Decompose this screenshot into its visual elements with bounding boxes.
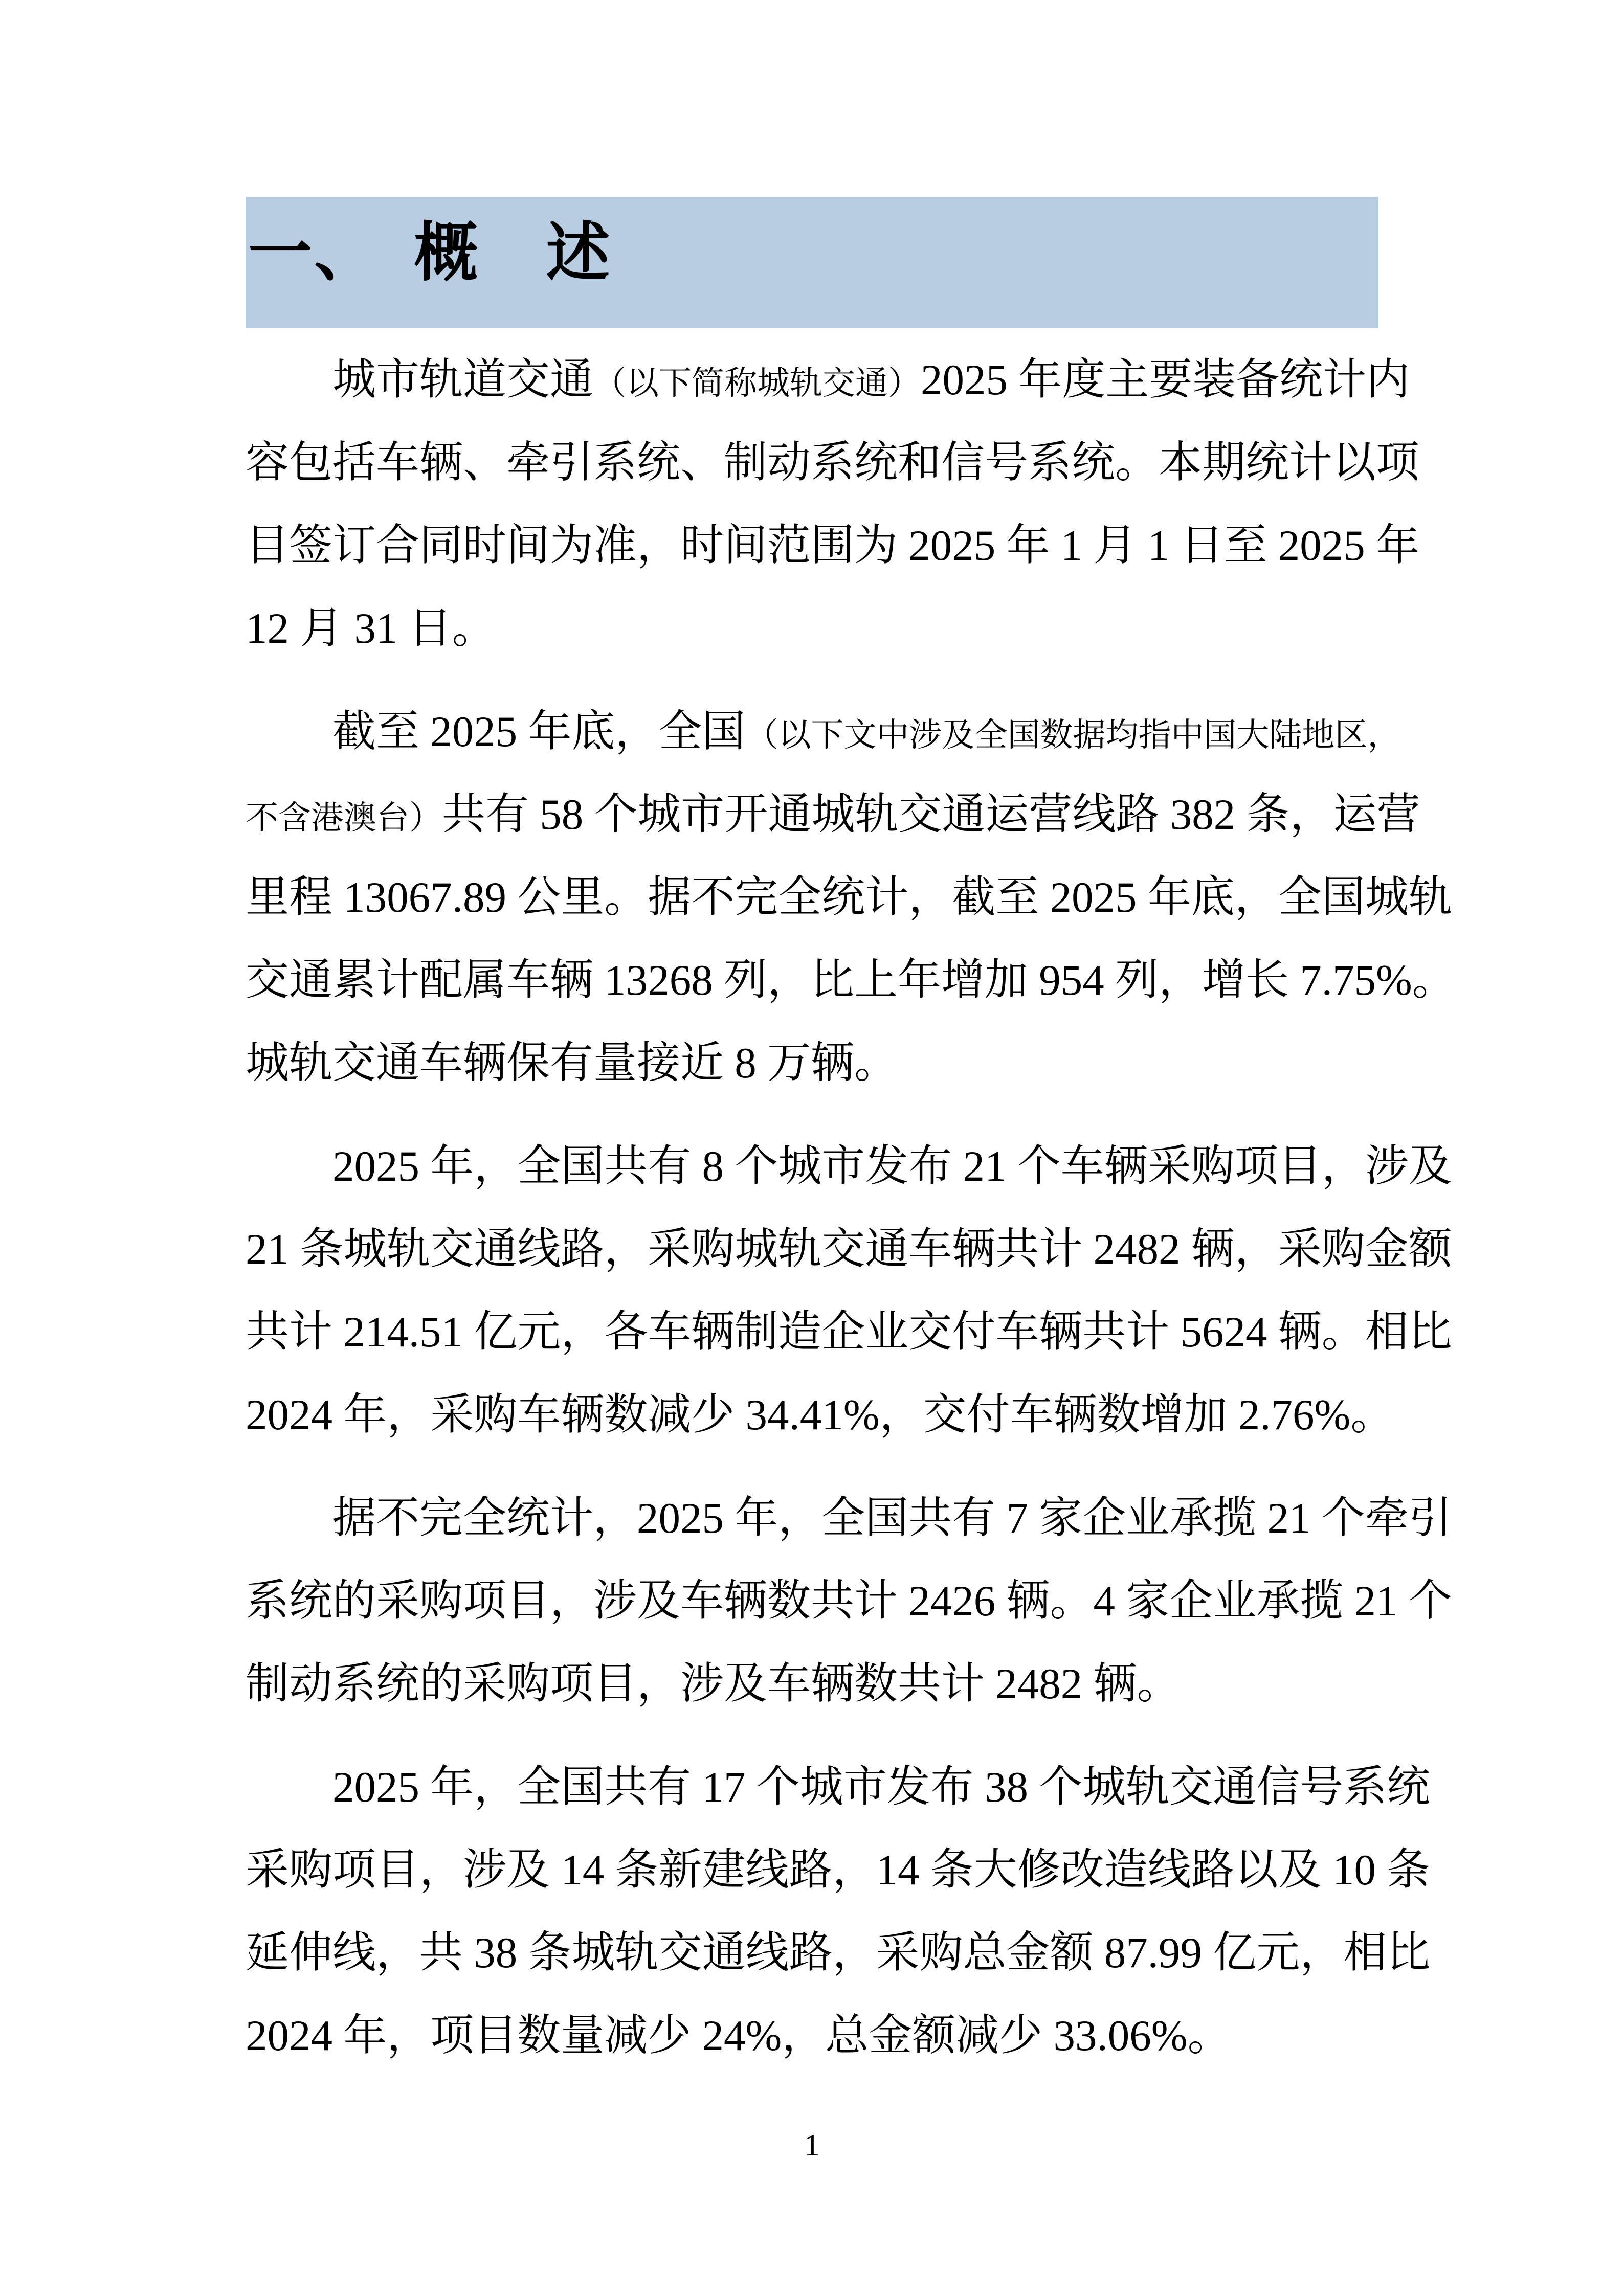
text-line [246, 587, 1378, 670]
body-text: 城轨交通车辆保有量接近 8 万辆。 [246, 1039, 898, 1087]
paragraph [246, 339, 1420, 670]
body-text: 2025 年度主要装备统计内 [921, 356, 1410, 404]
text-line [246, 1829, 1431, 1911]
paragraph [246, 1746, 1431, 2077]
text-column [246, 197, 1456, 2077]
body-text: 城市轨道交通 [332, 356, 594, 404]
body-text: 里程 13067.89 公里。据不完全统计，截至 2025 年底，全国城轨 [246, 873, 1452, 921]
text-line [246, 421, 1420, 504]
text-line [246, 939, 1456, 1022]
body-text: 2025 年，全国共有 8 个城市发布 21 个车辆采购项目，涉及 [332, 1142, 1452, 1190]
body-text: 21 条城轨交通线路，采购城轨交通车辆共计 2482 辆，采购金额 [246, 1225, 1452, 1273]
text-line [246, 504, 1420, 587]
text-line [246, 1746, 1431, 1829]
inline-note-text: （以下简称城轨交通） [593, 365, 921, 401]
paragraph [246, 690, 1456, 1105]
body-text: 系统的采购项目，涉及车辆数共计 2426 辆。4 家企业承揽 21 个 [246, 1577, 1452, 1625]
body-text: 延伸线，共 38 条城轨交通线路，采购总金额 87.99 亿元，相比 [246, 1929, 1431, 1977]
body-text: 2024 年，项目数量减少 24%，总金额减少 33.06%。 [246, 2012, 1231, 2060]
section-heading: 一、 概 述 [246, 197, 1378, 328]
inline-note-text: 不含港澳台） [246, 800, 442, 836]
text-line [246, 1911, 1431, 1994]
text-line [246, 690, 1400, 773]
paragraph [246, 1125, 1452, 1456]
text-line [246, 339, 1410, 421]
body-text: 制动系统的采购项目，涉及车辆数共计 2482 辆。 [246, 1660, 1181, 1708]
text-line [246, 856, 1452, 939]
text-line [246, 1477, 1452, 1560]
body-text: 截至 2025 年底，全国 [332, 708, 746, 756]
body-text: 12 月 31 日。 [246, 604, 496, 652]
body-text: 交通累计配属车辆 13268 列，比上年增加 954 列，增长 7.75%。 [246, 956, 1456, 1004]
text-line [246, 1642, 1378, 1725]
text-line [246, 1374, 1394, 1456]
body-text: 目签订合同时间为准，时间范围为 2025 年 1 月 1 日至 2025 年 [246, 522, 1420, 570]
body-text: 采购项目，涉及 14 条新建线路，14 条大修改造线路以及 10 条 [246, 1846, 1431, 1894]
paragraphs [246, 339, 1456, 2077]
body-text: 共有 58 个城市开通城轨交通运营线路 382 条，运营 [442, 791, 1420, 839]
text-line [246, 1208, 1452, 1291]
inline-note-text: （以下文中涉及全国数据均指中国大陆地区， [745, 717, 1400, 753]
paragraph [246, 1477, 1452, 1725]
body-text: 共计 214.51 亿元，各车辆制造企业交付车辆共计 5624 辆。相比 [246, 1308, 1452, 1356]
text-line [246, 1125, 1452, 1208]
body-text: 2024 年，采购车辆数减少 34.41%，交付车辆数增加 2.76%。 [246, 1391, 1394, 1439]
body-text: 容包括车辆、牵引系统、制动系统和信号系统。本期统计以项 [246, 439, 1420, 487]
text-line [246, 1022, 1378, 1105]
body-text: 2025 年，全国共有 17 个城市发布 38 个城轨交通信号系统 [332, 1763, 1431, 1811]
text-line [246, 773, 1420, 856]
text-line [246, 1560, 1452, 1642]
body-text: 据不完全统计，2025 年，全国共有 7 家企业承揽 21 个牵引 [332, 1494, 1452, 1542]
page-number: 1 [804, 2128, 820, 2162]
text-line [246, 1291, 1452, 1374]
text-line [246, 1994, 1378, 2077]
